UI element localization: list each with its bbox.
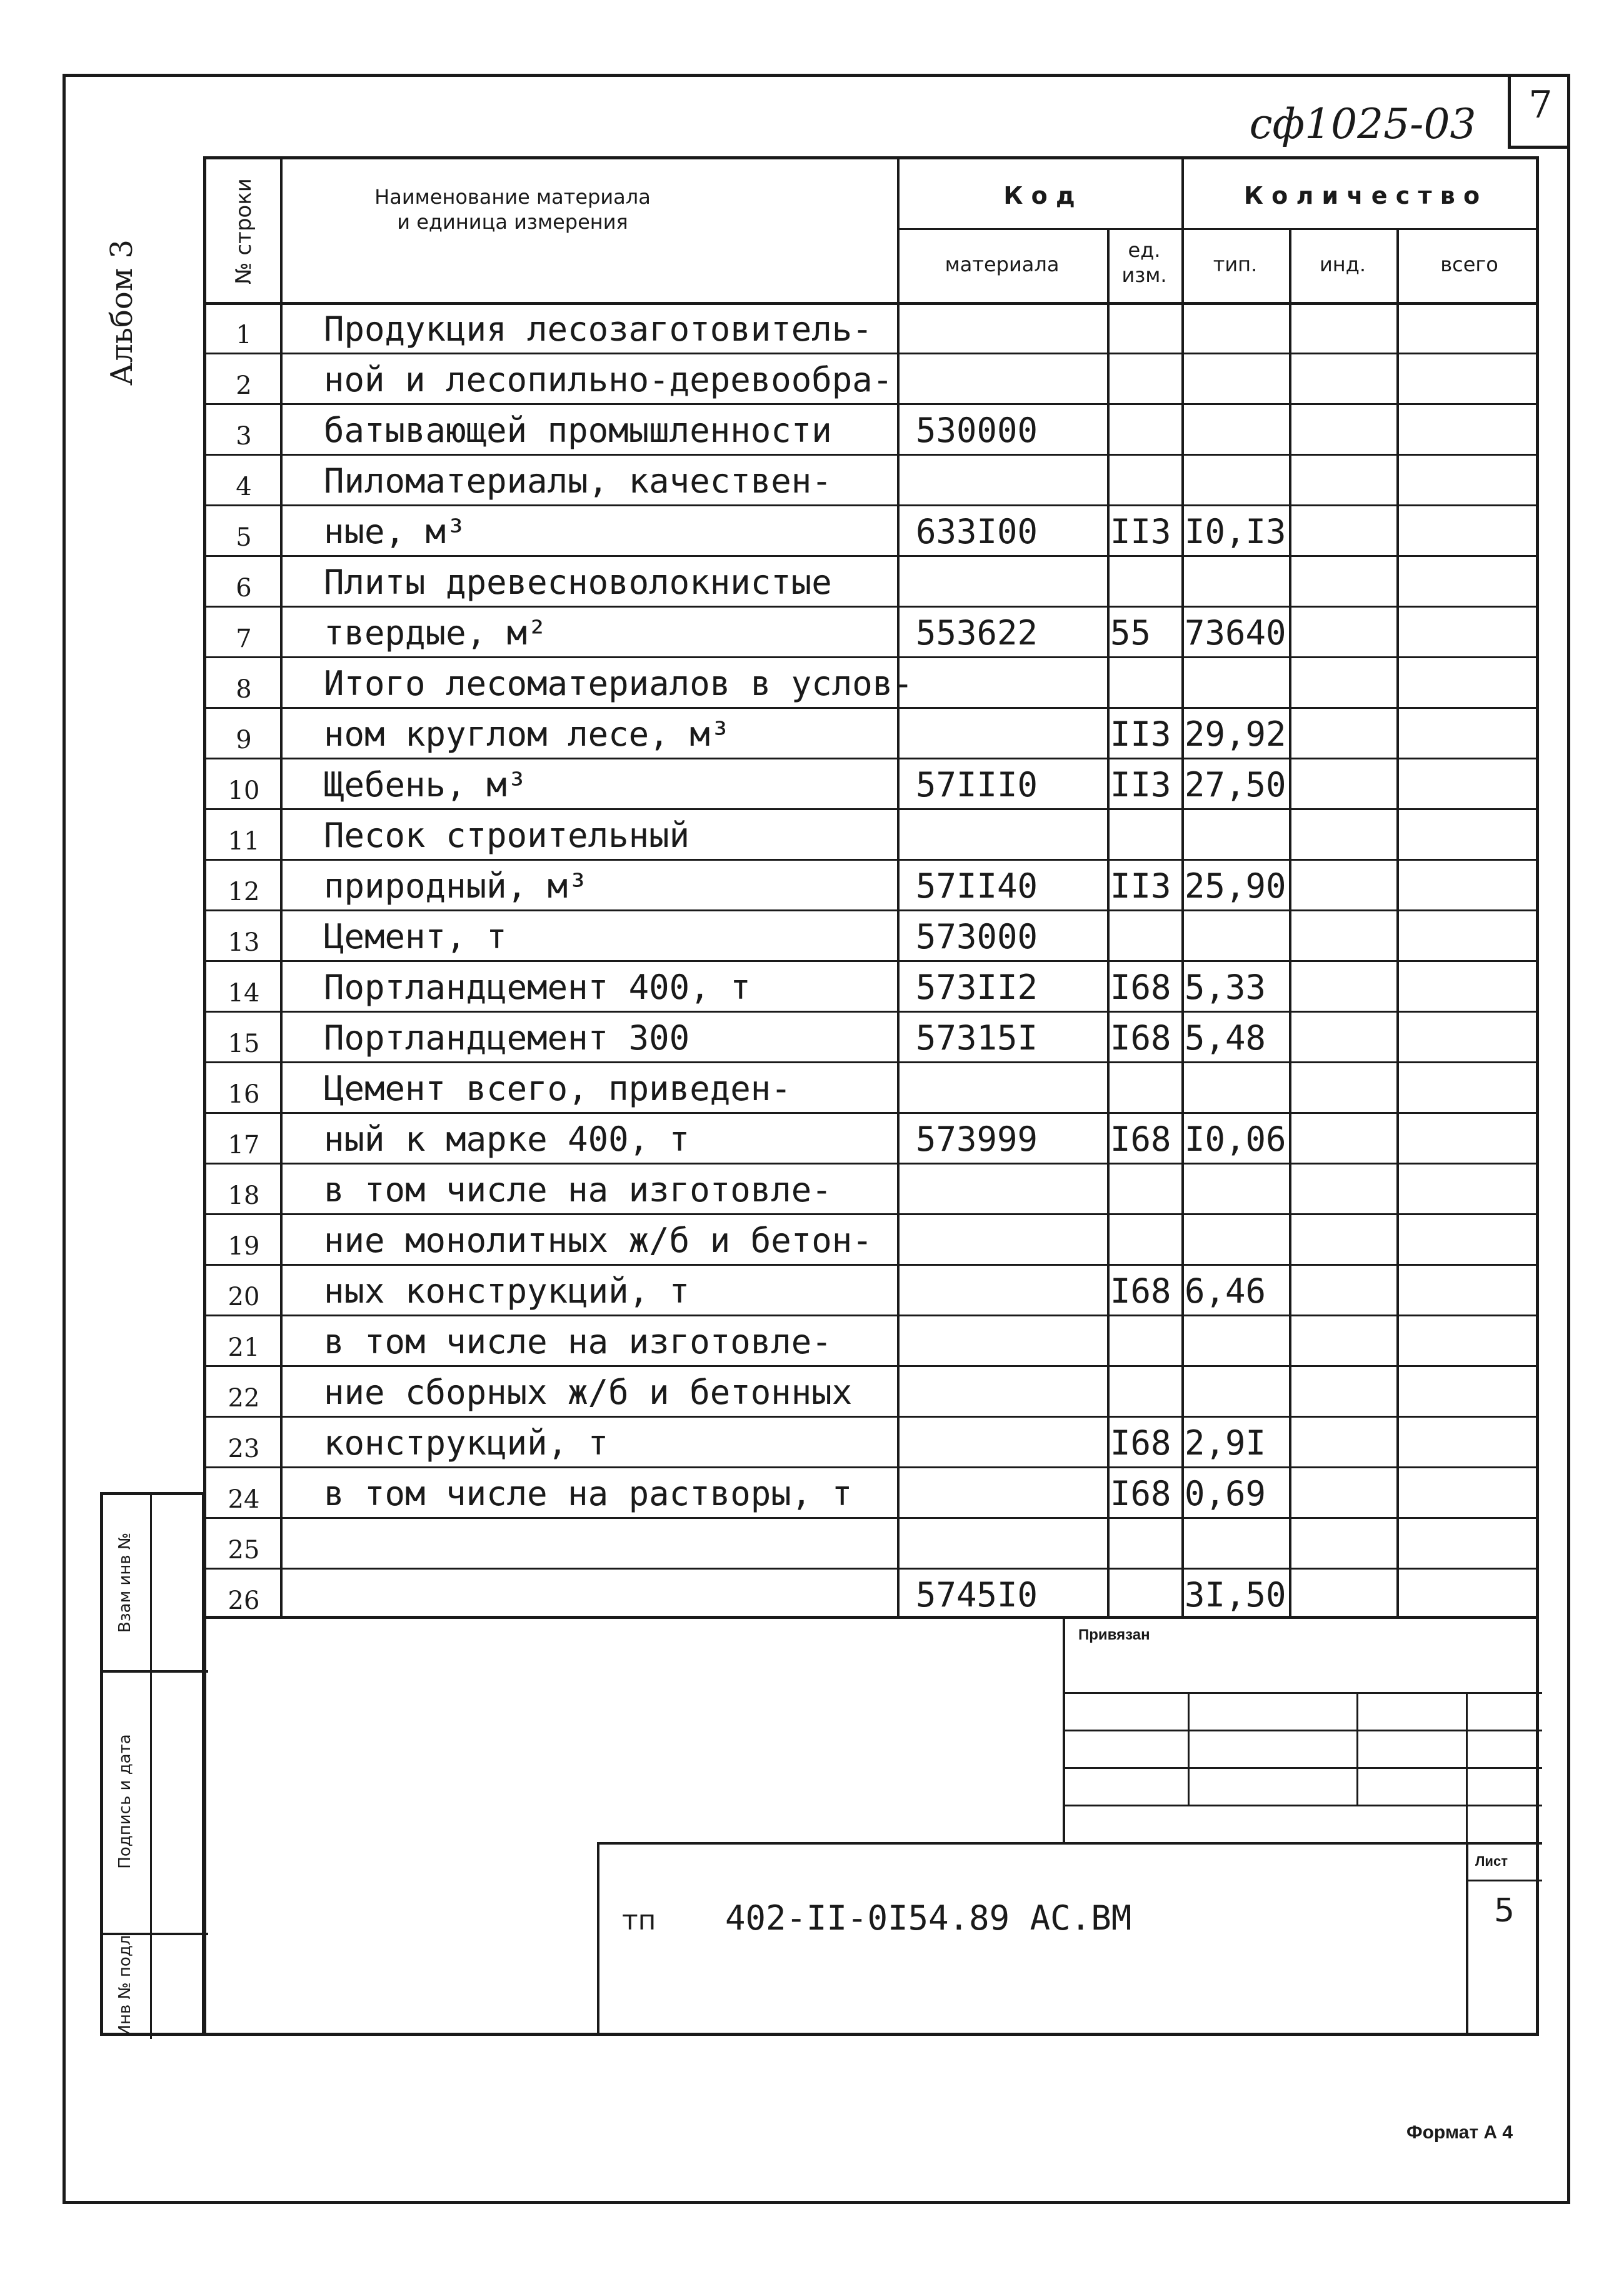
header-unit: ед. изм. — [1121, 238, 1167, 287]
row-material-name: Итого лесоматериалов в услов- — [324, 664, 913, 703]
row-divider — [206, 1112, 1536, 1114]
row-number: 9 — [236, 726, 252, 754]
col-divider — [897, 159, 900, 1616]
row-material-name: Портландцемент 400, т — [324, 968, 751, 1007]
row-material-name: в том числе на изготовле- — [324, 1170, 832, 1210]
sheet-label: Лист — [1475, 1853, 1508, 1869]
header-row-number: № строки — [231, 178, 256, 284]
row-divider — [206, 656, 1536, 658]
row-divider — [206, 909, 1536, 911]
row-divider — [206, 555, 1536, 557]
sheet-cell-divider — [1466, 1880, 1542, 1881]
row-material-name: ный к марке 400, т — [324, 1119, 690, 1159]
row-typ-quantity: 2,9I — [1185, 1423, 1266, 1463]
row-divider — [206, 1163, 1536, 1165]
row-divider — [206, 1011, 1536, 1013]
row-unit-code: I68 — [1110, 1423, 1171, 1463]
header-typ: тип. — [1213, 253, 1258, 276]
row-material-name: ных конструкций, т — [324, 1271, 690, 1311]
row-typ-quantity: I0,06 — [1185, 1119, 1286, 1159]
attached-label: Привязан — [1078, 1626, 1150, 1643]
row-number: 21 — [228, 1333, 260, 1362]
row-divider — [206, 1264, 1536, 1266]
row-material-name: Портландцемент 300 — [324, 1018, 690, 1058]
header-sub-divider — [897, 228, 1536, 230]
header-material-name: Наименование материала и единица измерения — [374, 185, 651, 234]
row-divider — [206, 960, 1536, 962]
row-material-name: в том числе на изготовле- — [324, 1322, 832, 1361]
row-typ-quantity: 27,50 — [1185, 765, 1286, 804]
row-unit-code: II3 — [1110, 512, 1171, 551]
left-stamp-divider — [150, 1495, 152, 2039]
header-material-code: материала — [945, 253, 1060, 276]
row-unit-code: II3 — [1110, 765, 1171, 804]
row-unit-code: 55 — [1110, 613, 1151, 653]
row-number: 13 — [228, 928, 260, 957]
header-code-group: К о д — [1003, 182, 1075, 209]
row-material-name: Пиломатериалы, качествен- — [324, 461, 832, 501]
row-number: 24 — [228, 1485, 260, 1514]
row-unit-code: I68 — [1110, 1018, 1171, 1058]
row-number: 3 — [236, 422, 252, 451]
row-material-name: Продукция лесозаготовитель- — [324, 309, 873, 349]
album-label: Альбом 3 — [104, 239, 139, 386]
attach-line — [1063, 1730, 1542, 1731]
row-material-name: Цемент, т — [324, 917, 507, 956]
header-ind: инд. — [1319, 253, 1366, 276]
row-number: 11 — [228, 827, 260, 856]
materials-table — [203, 156, 1539, 1619]
inv-replace-label: Взам инв № — [116, 1533, 134, 1633]
row-divider — [206, 403, 1536, 405]
col-divider — [1396, 228, 1399, 1616]
handwritten-doc-code: сф1025-03 — [1249, 100, 1476, 148]
col-divider — [1289, 228, 1291, 1616]
row-number: 1 — [236, 321, 252, 349]
row-number: 16 — [228, 1080, 260, 1109]
inv-orig-label: Инв № подл — [116, 1935, 134, 2037]
row-unit-code: I68 — [1110, 1119, 1171, 1159]
row-unit-code: I68 — [1110, 968, 1171, 1007]
row-material-name: батывающей промышленности — [324, 411, 832, 450]
row-typ-quantity: 73640 — [1185, 613, 1286, 653]
row-material-code: 5745I0 — [916, 1575, 1038, 1615]
row-unit-code: I68 — [1110, 1271, 1171, 1311]
sheet-cell — [1466, 1842, 1542, 2036]
row-unit-code: I68 — [1110, 1474, 1171, 1513]
row-typ-quantity: 3I,50 — [1185, 1575, 1286, 1615]
row-typ-quantity: 5,33 — [1185, 968, 1266, 1007]
row-number: 18 — [228, 1181, 260, 1210]
attach-col — [1466, 1692, 1468, 1842]
row-number: 26 — [228, 1586, 260, 1615]
row-divider — [206, 1365, 1536, 1367]
left-stamp-strip — [100, 1492, 205, 2036]
row-number: 12 — [228, 878, 260, 906]
sheet-corner-number: 7 — [1528, 83, 1553, 127]
row-material-code: 573999 — [916, 1119, 1038, 1159]
row-material-name: ном круглом лесе, м³ — [324, 714, 731, 754]
row-material-code: 573II2 — [916, 968, 1038, 1007]
row-material-name: ные, м³ — [324, 512, 466, 551]
row-number: 4 — [236, 473, 252, 501]
attach-col — [1188, 1692, 1190, 1805]
row-typ-quantity: 5,48 — [1185, 1018, 1266, 1058]
row-divider — [206, 707, 1536, 709]
row-material-code: 573000 — [916, 917, 1038, 956]
format-label: Формат А 4 — [1406, 2122, 1513, 2143]
row-material-code: 633I00 — [916, 512, 1038, 551]
row-number: 17 — [228, 1131, 260, 1160]
row-divider — [206, 1315, 1536, 1316]
row-divider — [206, 1213, 1536, 1215]
row-number: 14 — [228, 979, 260, 1008]
row-material-code: 530000 — [916, 411, 1038, 450]
row-typ-quantity: 29,92 — [1185, 714, 1286, 754]
row-material-code: 57II40 — [916, 866, 1038, 906]
attach-line — [1063, 1805, 1542, 1806]
row-material-name: Цемент всего, приведен- — [324, 1069, 791, 1108]
col-divider — [1107, 228, 1110, 1616]
row-divider — [206, 1517, 1536, 1519]
row-material-code: 553622 — [916, 613, 1038, 653]
row-divider — [206, 859, 1536, 861]
row-material-name: в том числе на растворы, т — [324, 1474, 853, 1513]
sheet-number: 5 — [1494, 1892, 1515, 1930]
row-divider — [206, 808, 1536, 810]
row-unit-code: II3 — [1110, 866, 1171, 906]
row-number: 20 — [228, 1283, 260, 1311]
row-material-name: ние сборных ж/б и бетонных — [324, 1373, 853, 1412]
row-number: 5 — [236, 523, 252, 552]
row-material-name: твердые, м² — [324, 613, 548, 653]
sign-date-label: Подпись и дата — [116, 1734, 134, 1869]
col-divider — [1181, 159, 1184, 1616]
row-number: 23 — [228, 1435, 260, 1463]
doc-number-block — [597, 1842, 1542, 2036]
row-material-name: ной и лесопильно-деревообра- — [324, 360, 893, 399]
row-number: 8 — [236, 675, 252, 704]
sheet-number-corner — [1508, 74, 1570, 149]
row-divider — [206, 1466, 1536, 1468]
row-material-name: Песок строительный — [324, 816, 690, 855]
doc-prefix: тп — [622, 1905, 656, 1936]
row-material-name: Щебень, м³ — [324, 765, 528, 804]
row-material-code: 57315I — [916, 1018, 1038, 1058]
row-typ-quantity: 0,69 — [1185, 1474, 1266, 1513]
row-number: 2 — [236, 371, 252, 400]
row-unit-code: II3 — [1110, 714, 1171, 754]
row-number: 15 — [228, 1029, 260, 1058]
row-material-name: Плиты древесноволокнистые — [324, 563, 832, 602]
row-divider — [206, 504, 1536, 506]
row-typ-quantity: 6,46 — [1185, 1271, 1266, 1311]
row-number: 19 — [228, 1232, 260, 1261]
row-number: 6 — [236, 574, 252, 603]
row-material-name: природный, м³ — [324, 866, 588, 906]
header-quantity-group: К о л и ч е с т в о — [1243, 182, 1480, 209]
row-material-name: конструкций, т — [324, 1423, 609, 1463]
row-typ-quantity: I0,I3 — [1185, 512, 1286, 551]
title-block — [203, 1617, 1539, 2036]
row-number: 22 — [228, 1384, 260, 1413]
row-typ-quantity: 25,90 — [1185, 866, 1286, 906]
row-number: 7 — [236, 624, 252, 653]
row-material-name: ние монолитных ж/б и бетон- — [324, 1221, 873, 1260]
header-bottom — [206, 302, 1536, 305]
row-divider — [206, 758, 1536, 759]
doc-number: 402-II-0I54.89 АС.ВМ — [725, 1898, 1132, 1938]
row-divider — [206, 1061, 1536, 1063]
header-total: всего — [1440, 253, 1498, 276]
row-number: 10 — [228, 776, 260, 805]
row-divider — [206, 454, 1536, 456]
row-divider — [206, 1568, 1536, 1570]
row-divider — [206, 1416, 1536, 1418]
attach-col — [1356, 1692, 1358, 1805]
attach-line — [1063, 1767, 1542, 1769]
row-material-code: 57III0 — [916, 765, 1038, 804]
left-stamp-line — [103, 1670, 208, 1673]
row-number: 25 — [228, 1536, 260, 1565]
attach-line — [1063, 1692, 1542, 1694]
row-divider — [206, 606, 1536, 608]
row-divider — [206, 353, 1536, 354]
